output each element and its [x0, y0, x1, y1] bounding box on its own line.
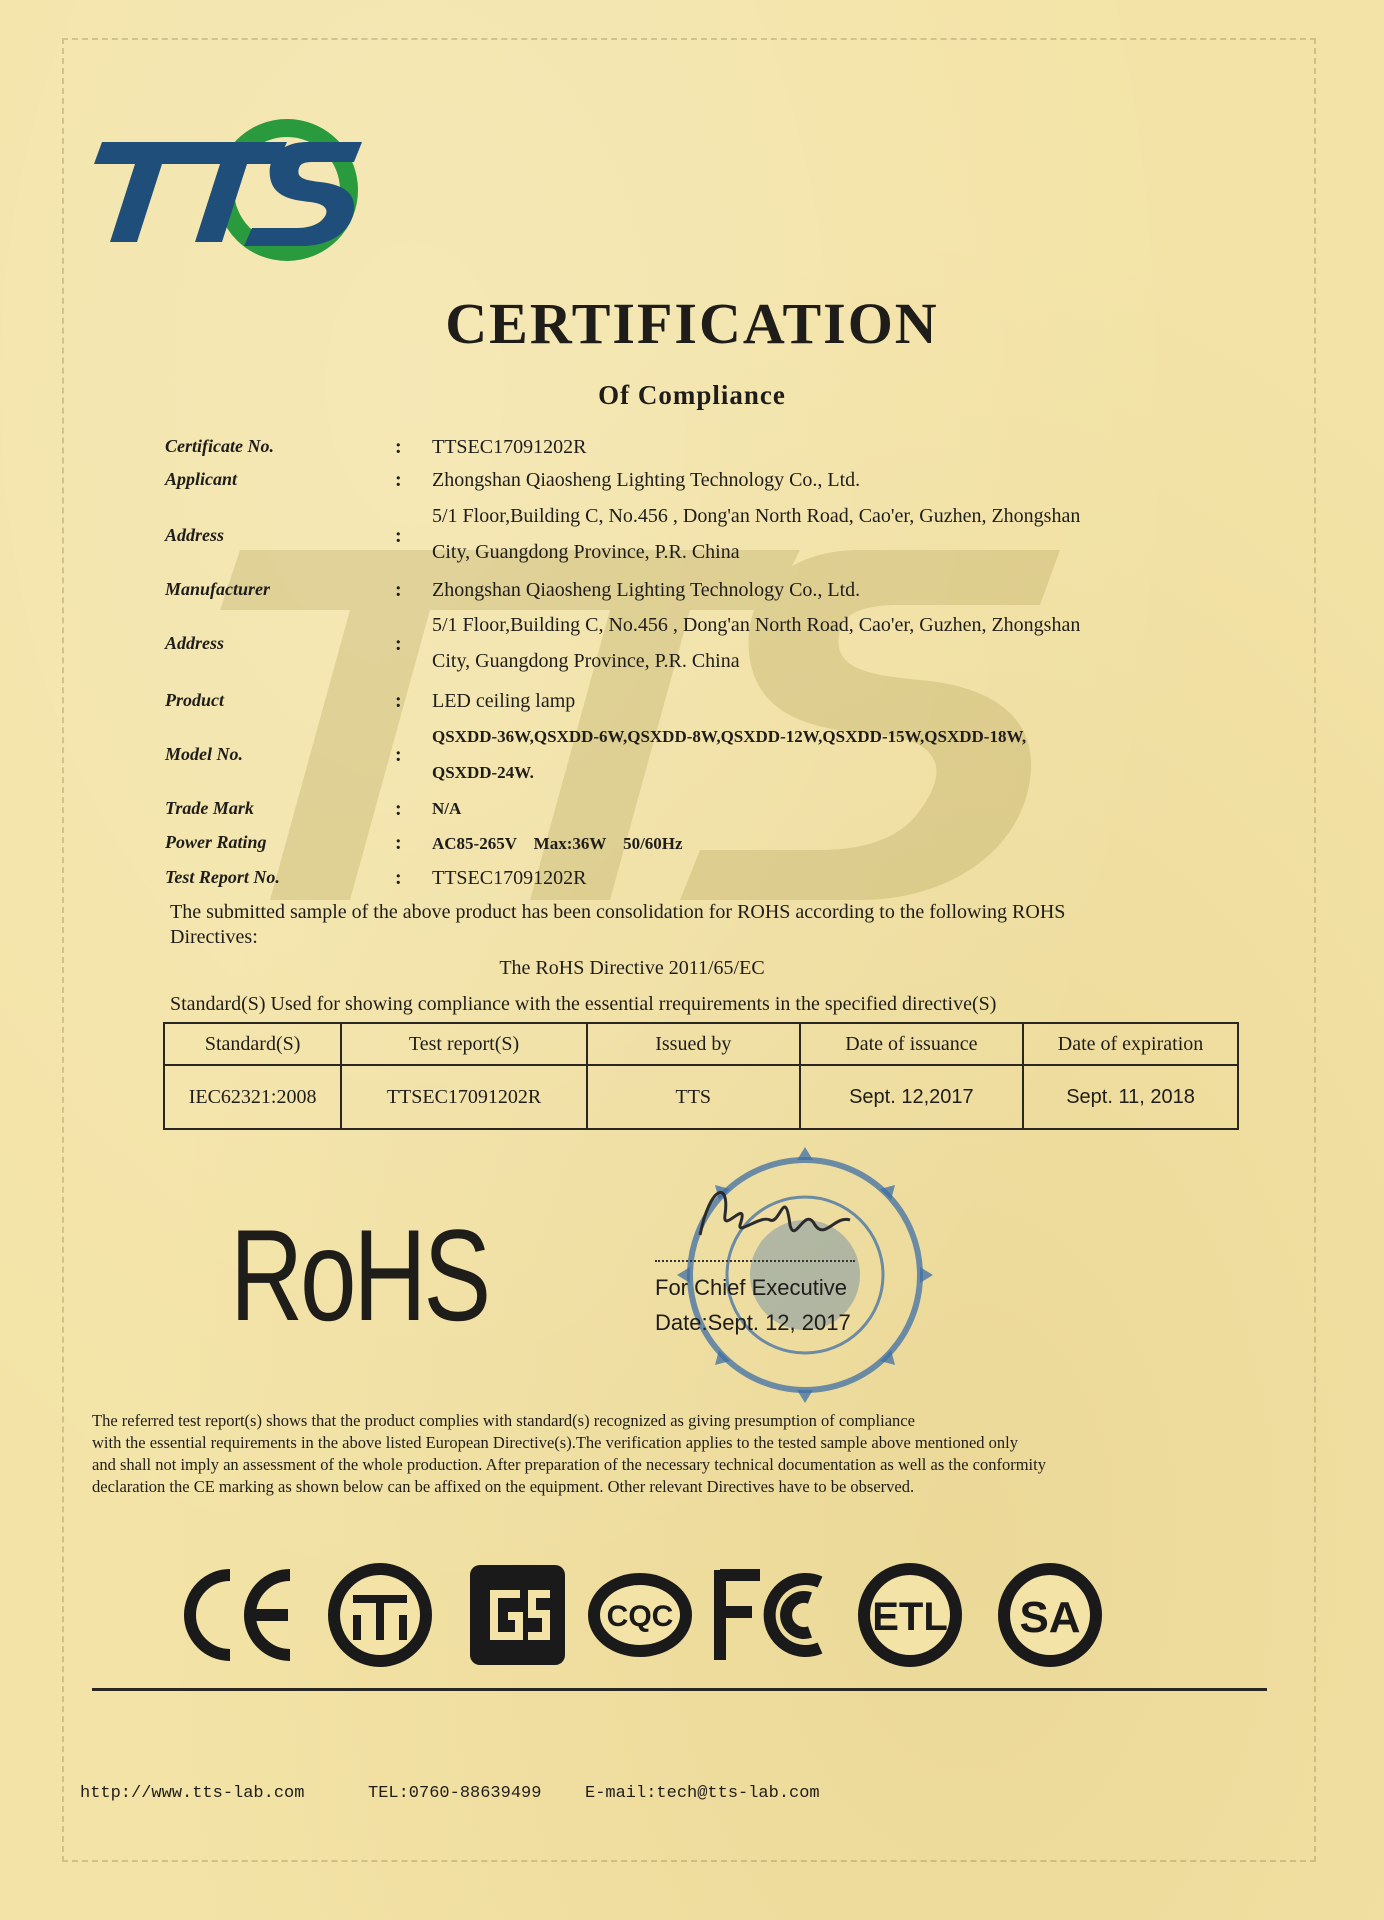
field-label-certificate-no: Certificate No.: [165, 436, 274, 456]
table-cell: IEC62321:2008: [164, 1065, 341, 1129]
field-colon: :: [395, 436, 402, 458]
field-label-applicant: Applicant: [165, 469, 238, 489]
field-value-certificate-no: TTSEC17091202R: [432, 436, 587, 458]
footer-email[interactable]: E-mail:tech@tts-lab.com: [585, 1784, 820, 1803]
field-colon: :: [395, 867, 402, 889]
field-value-manufacturer-address-line2: City, Guangdong Province, P.R. China: [432, 650, 740, 672]
compliance-line4: declaration the CE marking as shown below can be affixed on the equipment. Other relevant Directives have to be observed.: [92, 1477, 915, 1496]
field-colon: :: [395, 633, 402, 655]
table-header: Standard(S): [164, 1023, 341, 1065]
footer-website[interactable]: http://www.tts-lab.com: [80, 1784, 305, 1803]
standards-table: [163, 1022, 1239, 1130]
compliance-line1: The referred test report(s) shows that the product complies with standard(s) recognized as giving presumption of compliance: [92, 1411, 915, 1430]
tts-logo: [92, 112, 362, 262]
field-colon: :: [395, 690, 402, 712]
ce-mark-icon: [190, 1575, 290, 1655]
svg-text:CQC: CQC: [606, 1600, 674, 1633]
etl-mark-icon: [858, 1563, 962, 1667]
page-title: CERTIFICATION: [445, 291, 939, 356]
page-subtitle: Of Compliance: [598, 380, 786, 410]
table-header: Date of issuance: [800, 1023, 1023, 1065]
signature-date: Date:Sept. 12, 2017: [655, 1310, 851, 1335]
signatory-role: For Chief Executive: [655, 1275, 847, 1300]
field-colon: :: [395, 744, 402, 766]
field-value-trade-mark: N/A: [432, 799, 462, 818]
statement-line2: Directives:: [170, 926, 258, 948]
directive-name: The RoHS Directive 2011/65/EC: [499, 957, 765, 979]
svg-text:SA: SA: [1019, 1593, 1081, 1642]
table-header: Date of expiration: [1023, 1023, 1238, 1065]
certification-marks: [170, 1560, 1190, 1670]
field-label-power-rating: Power Rating: [165, 832, 267, 852]
field-value-applicant-address-line1: 5/1 Floor,Building C, No.456 , Dong'an North Road, Cao'er, Guzhen, Zhongshan: [432, 505, 1081, 527]
csa-mark-icon: [998, 1563, 1102, 1667]
table-cell: Sept. 11, 2018: [1023, 1065, 1238, 1129]
field-value-manufacturer-address-line1: 5/1 Floor,Building C, No.456 , Dong'an North Road, Cao'er, Guzhen, Zhongshan: [432, 614, 1081, 636]
field-colon: :: [395, 579, 402, 601]
field-value-test-report-no: TTSEC17091202R: [432, 867, 587, 889]
compliance-line3: and shall not imply an assessment of the whole production. After preparation of the necessary technical documentation as well as the conformity: [92, 1455, 1046, 1474]
gs-mark-icon: [470, 1565, 565, 1665]
field-label-test-report-no: Test Report No.: [165, 867, 280, 887]
field-value-model-no-line1: QSXDD-36W,QSXDD-6W,QSXDD-8W,QSXDD-12W,QSXDD-15W,QSXDD-18W,: [432, 727, 1027, 746]
footer-divider: [92, 1688, 1267, 1691]
svg-text:ETL: ETL: [872, 1595, 948, 1639]
table-cell: TTS: [587, 1065, 800, 1129]
field-value-product: LED ceiling lamp: [432, 690, 576, 712]
signature-line: [655, 1260, 855, 1262]
table-header: Issued by: [587, 1023, 800, 1065]
ht-mark-icon: [328, 1563, 432, 1667]
field-colon: :: [395, 832, 402, 854]
field-label-manufacturer: Manufacturer: [165, 579, 271, 599]
fcc-mark-icon: [720, 1570, 820, 1660]
table-header-row: [164, 1023, 1238, 1065]
statement-line1: The submitted sample of the above product has been consolidation for ROHS according to the following ROHS: [170, 901, 1066, 923]
rohs-mark: RoHS: [230, 1202, 489, 1348]
field-value-model-no-line2: QSXDD-24W.: [432, 763, 534, 782]
field-value-manufacturer: Zhongshan Qiaosheng Lighting Technology Co., Ltd.: [432, 579, 861, 601]
field-label-trade-mark: Trade Mark: [165, 798, 254, 818]
compliance-line2: with the essential requirements in the above listed European Directive(s).The verification applies to the tested sample above mentioned only: [92, 1433, 1018, 1452]
standards-intro: Standard(S) Used for showing compliance with the essential rrequirements in the specified directive(S): [170, 993, 997, 1015]
table-cell: Sept. 12,2017: [800, 1065, 1023, 1129]
compliance-statement: [92, 1410, 1292, 1498]
table-cell: TTSEC17091202R: [341, 1065, 587, 1129]
footer-telephone: TEL:0760-88639499: [368, 1784, 542, 1803]
table-row: [164, 1065, 1238, 1129]
field-value-power-rating: AC85-265V Max:36W 50/60Hz: [432, 834, 683, 853]
field-value-applicant-address-line2: City, Guangdong Province, P.R. China: [432, 541, 740, 563]
table-header: Test report(S): [341, 1023, 587, 1065]
field-label-product: Product: [165, 690, 225, 710]
field-colon: :: [395, 525, 402, 547]
signature-bella: [690, 1175, 870, 1255]
cqc-mark-icon: [588, 1573, 692, 1657]
field-value-applicant: Zhongshan Qiaosheng Lighting Technology Co., Ltd.: [432, 469, 861, 491]
field-colon: :: [395, 798, 402, 820]
field-label-manufacturer-address: Address: [165, 633, 225, 653]
field-colon: :: [395, 469, 402, 491]
field-label-model-no: Model No.: [165, 744, 243, 764]
field-label-applicant-address: Address: [165, 525, 225, 545]
